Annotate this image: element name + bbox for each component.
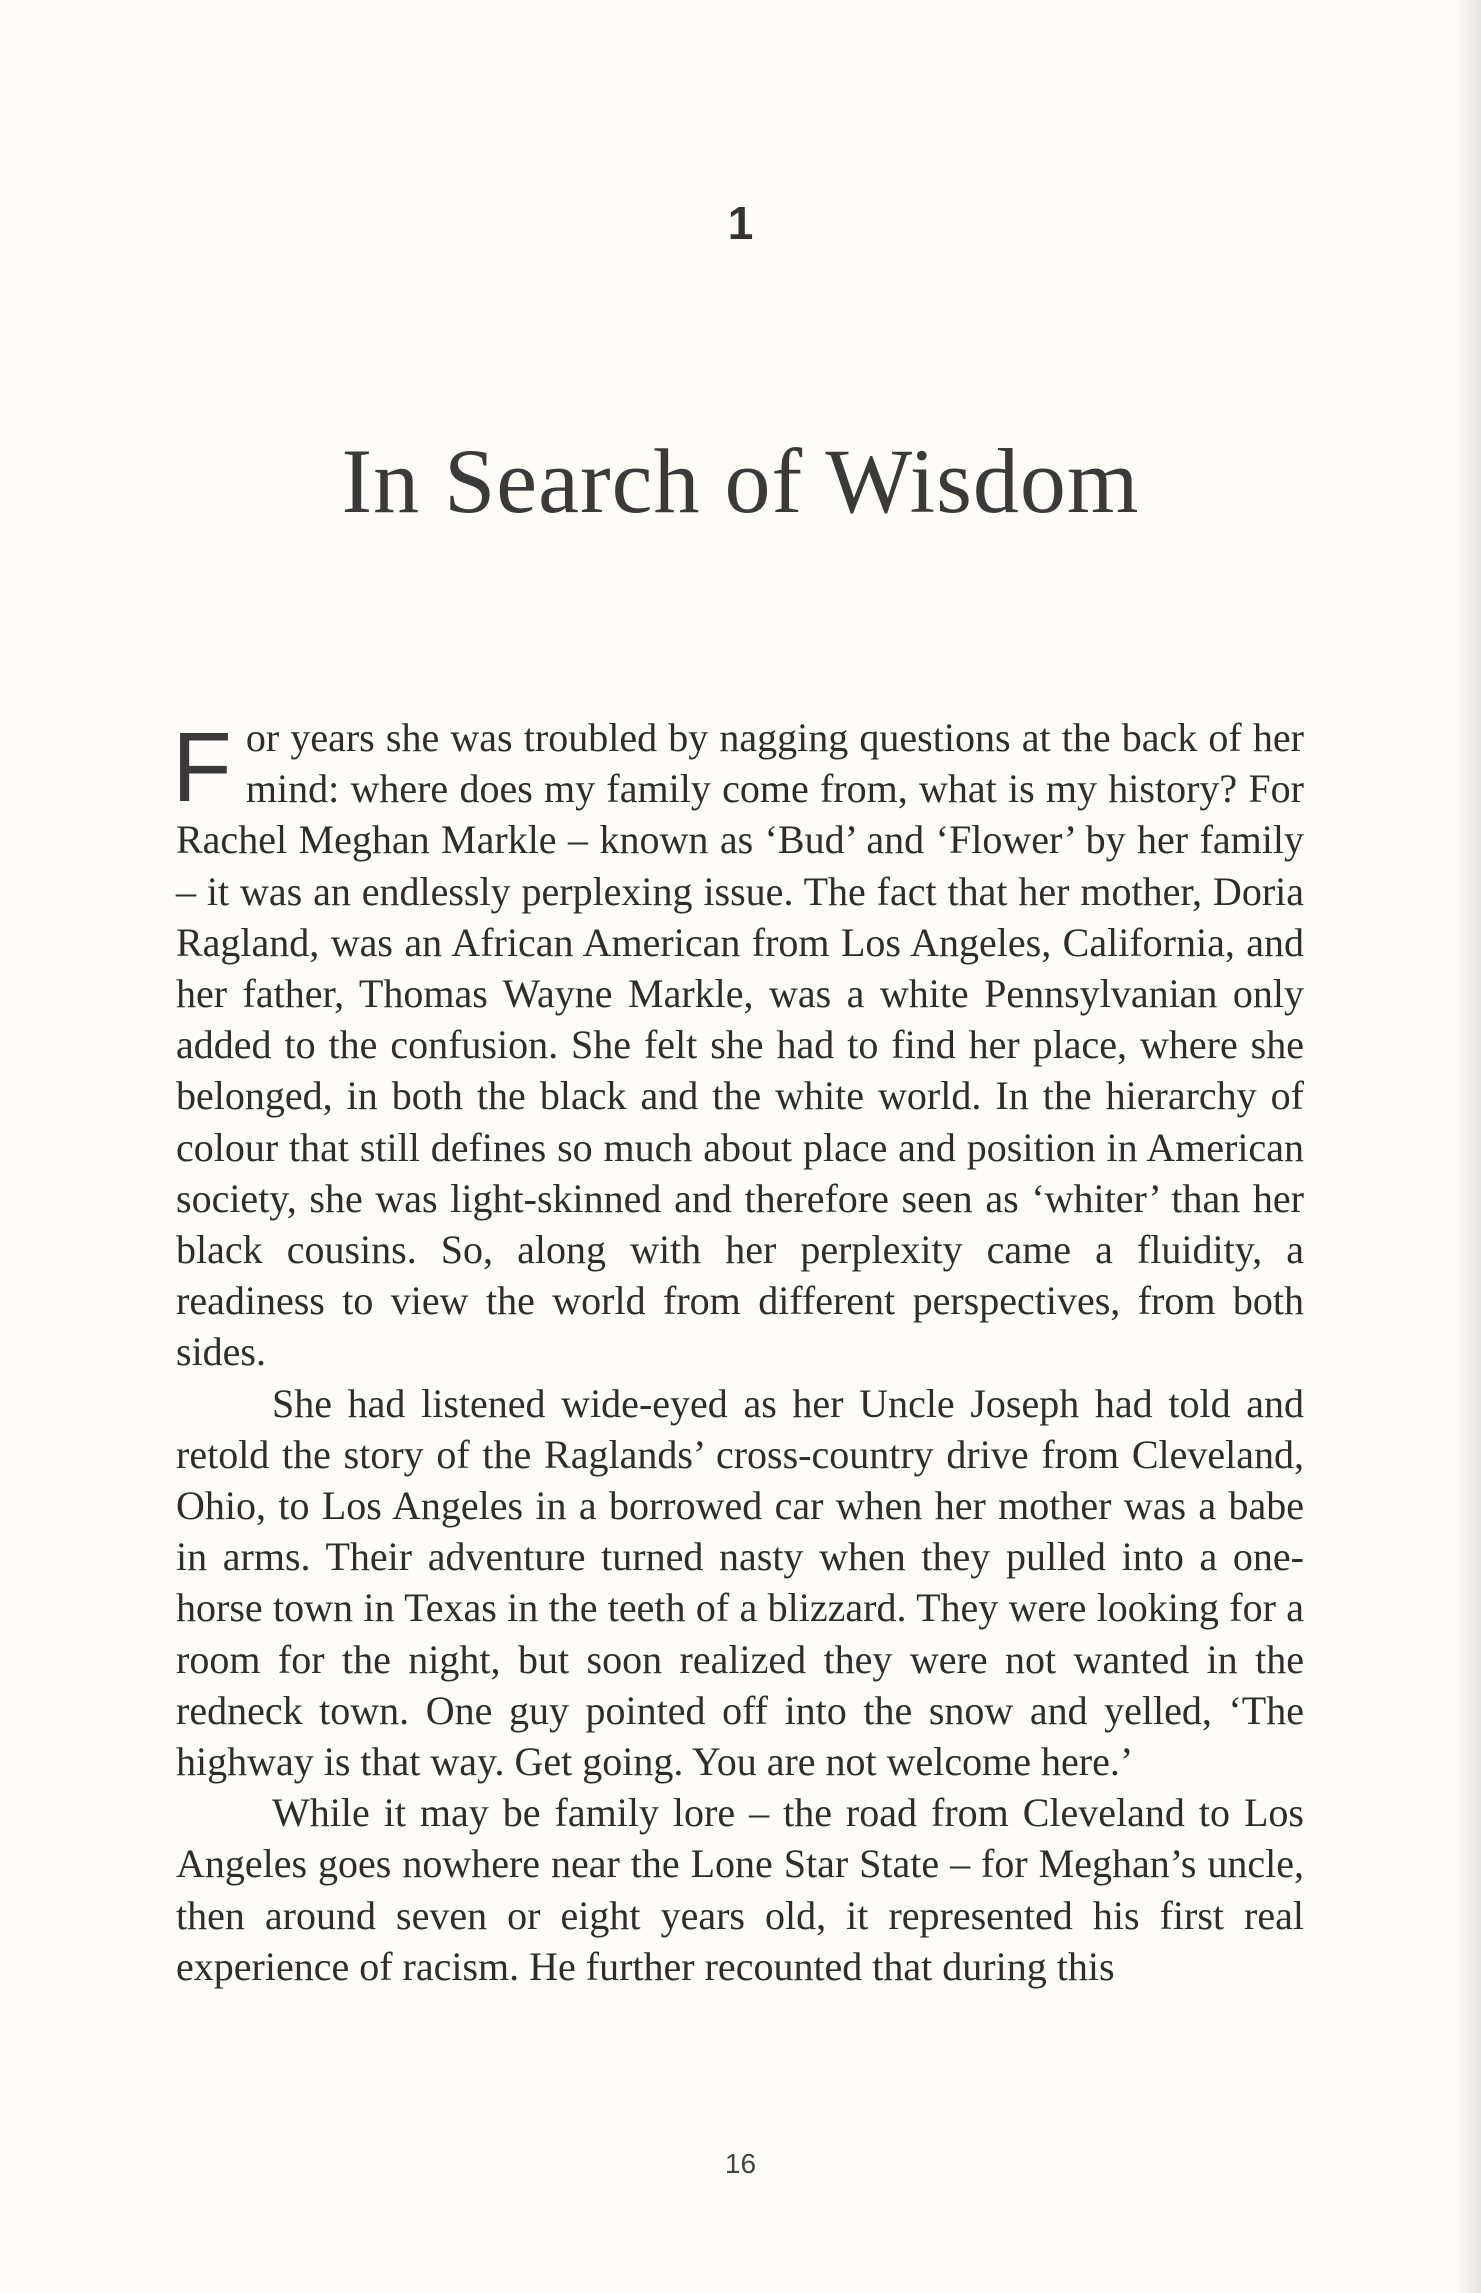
chapter-title: In Search of Wisdom xyxy=(341,429,1140,532)
drop-cap: F xyxy=(172,712,232,822)
paragraph-3: While it may be family lore – the road from Cleveland to Los Angeles goes nowhere near the Lone Star State – for Meghan’s uncle, then around seven or eight years old, it represented his first real experience of racism. He further recounted that during this xyxy=(176,1790,1304,1989)
paragraph-1-text: or years she was troubled by nagging questions at the back of her mind: where does my family come from, what is my history? For Rachel Meghan Markle – known as ‘Bud’ and ‘Flower’ by her family – it was an endlessly perplexing issue. The fact that her mother, Doria Ragland, was an African American from Los Angeles, California, and her father, Thomas Wayne Markle, was a white Pennsylvanian only added to the confusion. She felt she had to find her place, where she belonged, in both the black and the white world. In the hierarchy of colour that still defines so much about place and position in American society, she was light-skinned and therefore seen as ‘whiter’ than her black cousins. So, along with her perplexity came a fluidity, a readiness to view the world from different perspectives, from both sides. xyxy=(176,715,1304,1375)
page-spine-shadow xyxy=(1455,0,1481,2293)
chapter-number: 1 xyxy=(727,197,754,249)
page-number: 16 xyxy=(724,2148,757,2179)
paragraph-1 xyxy=(172,712,1304,1378)
paragraph-2: She had listened wide-eyed as her Uncle Joseph had told and retold the story of the Raglands’ cross-country drive from Cleveland, Ohio, to Los Angeles in a borrowed car when her mother was a babe in arms. Their adventure turned nasty when they pulled into a one-horse town in Texas in the teeth of a blizzard. They were looking for a room for the night, but soon realized they were not wanted in the redneck town. One guy pointed off into the snow and yelled, ‘The highway is that way. Get going. You are not welcome here.’ xyxy=(176,1380,1304,1785)
chapter-body xyxy=(172,712,1304,1992)
